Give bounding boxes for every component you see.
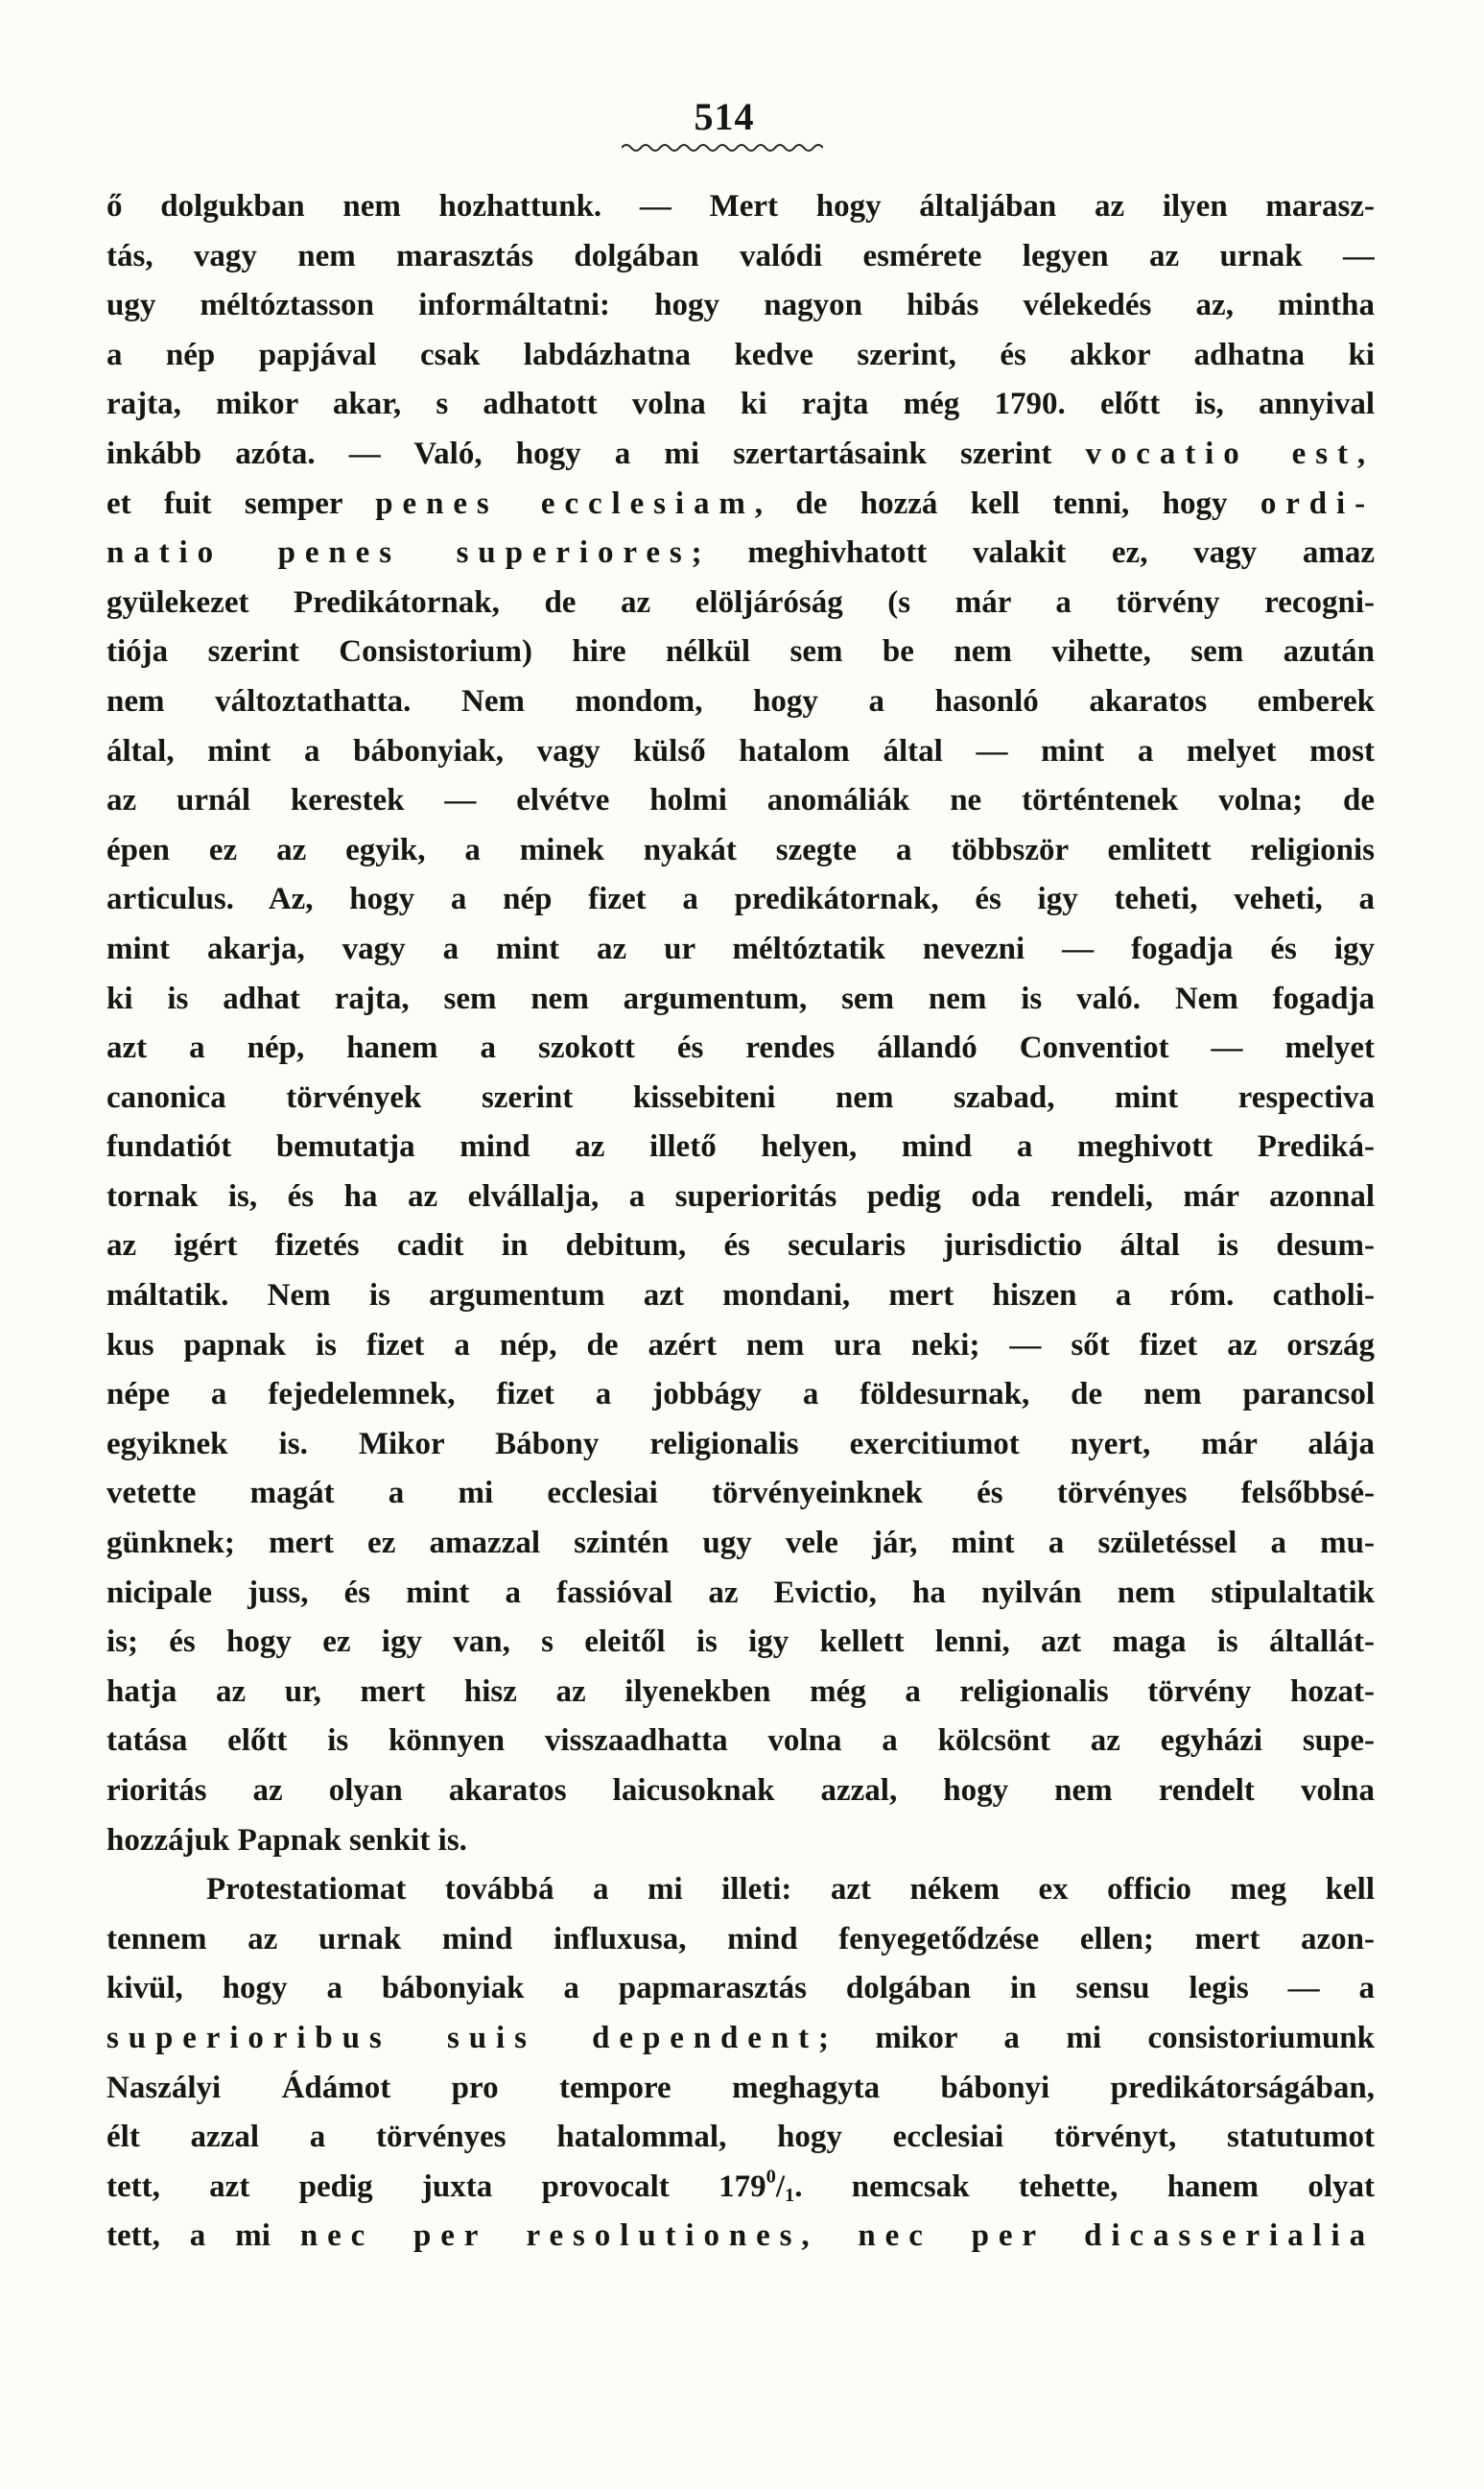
text-segment: kus papnak is fizet a nép, de azért nem ura neki; — sőt fizet az ország: [106, 1327, 1375, 1363]
text-segment: épen ez az egyik, a minek nyakát szegte a többször emlitett religionis: [106, 832, 1375, 867]
text-line: [106, 480, 1375, 530]
text-segment: is; és hogy ez igy van, s eleitől is igy kellett lenni, azt maga is általlát-: [106, 1624, 1375, 1660]
text-segment: tornak is, és ha az elvállalja, a superioritás pedig oda rendeli, már azonnal: [106, 1178, 1375, 1214]
spaced-text: nec per resolutiones, nec per dicasserialia: [299, 2218, 1375, 2254]
text-line: [106, 1271, 1375, 1321]
text-segment: ugy méltóztasson informáltatni: hogy nagyon hibás vélekedés az, mintha: [106, 288, 1375, 323]
text-segment: ; mikor a mi consistoriumunk: [817, 2020, 1375, 2055]
text-line: [106, 1569, 1375, 1619]
text-line: [106, 628, 1375, 677]
text-segment: ; meghivhatott valakit ez, vagy amaz: [691, 535, 1375, 571]
text-segment: tennem az urnak mind influxusa, mind fenyegetődzése ellen; mert azon-: [106, 1921, 1375, 1956]
text-segment: Protestatiomat továbbá a mi illeti: azt nékem ex officio meg kell: [206, 1872, 1375, 1908]
text-line: [106, 1469, 1375, 1519]
text-line: [106, 1915, 1375, 1965]
text-line: [106, 1123, 1375, 1173]
text-line: [106, 2064, 1375, 2114]
text-line: [106, 1420, 1375, 1470]
text-line: [106, 2113, 1375, 2163]
text-line: [106, 281, 1375, 331]
text-segment: mint akarja, vagy a mint az ur méltóztatik nevezni — fogadja és igy: [106, 931, 1375, 966]
text-segment: fundatiót bemutatja mind az illető helyen, mind a meghivott Prediká-: [106, 1129, 1375, 1165]
text-line: [106, 1717, 1375, 1766]
text-line: [106, 975, 1375, 1025]
text-line: [106, 875, 1375, 925]
spaced-text: natio penes superiores: [106, 535, 692, 571]
page-number: 514: [694, 95, 755, 138]
text-segment: az igért fizetés cadit in debitum, és secularis jurisdictio által is desum-: [106, 1228, 1375, 1264]
text-segment: élt azzal a törvényes hatalommal, hogy ecclesiai törvényt, statutumot: [106, 2120, 1375, 2155]
text-line: [106, 1321, 1375, 1371]
text-line: [106, 925, 1375, 975]
text-line: [106, 1668, 1375, 1718]
text-segment: , de hozzá kell tenni, hogy: [754, 486, 1260, 521]
text-line: [106, 380, 1375, 430]
body-text: [106, 182, 1375, 2262]
text-segment: et fuit semper: [106, 486, 376, 521]
text-line: [106, 529, 1375, 579]
text-segment: népe a fejedelemnek, fizet a jobbágy a földesurnak, de nem parancsol: [106, 1377, 1375, 1412]
text-segment: rioritás az olyan akaratos laicusoknak azzal, hogy nem rendelt volna: [106, 1773, 1375, 1808]
text-segment: tett, azt pedig juxta provocalt 179: [106, 2169, 766, 2204]
text-segment: kivül, hogy a bábonyiak a papmarasztás dolgában in sensu legis — a: [106, 1971, 1375, 2006]
text-segment: tiója szerint Consistorium) hire nélkül sem be nem vihette, sem azután: [106, 634, 1375, 670]
text-segment: azt a nép, hanem a szokott és rendes állandó Conventiot — melyet: [106, 1031, 1375, 1066]
text-line: [106, 1618, 1375, 1668]
text-line: [106, 1024, 1375, 1074]
text-line: [106, 182, 1375, 232]
text-line: [106, 579, 1375, 628]
text-line: [106, 430, 1375, 480]
text-line: [106, 1964, 1375, 2014]
text-segment: hozzájuk Papnak senkit is.: [106, 1822, 467, 1858]
spaced-text: ordi-: [1260, 486, 1375, 521]
spaced-text: vocatio est,: [1085, 436, 1375, 471]
text-segment: nem változtathatta. Nem mondom, hogy a hasonló akaratos emberek: [106, 683, 1375, 719]
text-line: [106, 1370, 1375, 1420]
text-line: [106, 1074, 1375, 1124]
text-line: [106, 1865, 1375, 1915]
text-segment: nicipale juss, és mint a fassióval az Evictio, ha nyilván nem stipulaltatik: [106, 1575, 1375, 1610]
text-segment: Naszályi Ádámot pro tempore meghagyta bábonyi predikátorságában,: [106, 2070, 1375, 2105]
text-line: [106, 2212, 1375, 2262]
text-segment: az urnál kerestek — elvétve holmi anomáliák ne történtenek volna; de: [106, 783, 1375, 818]
subscript: 1: [784, 2184, 795, 2206]
text-line: [106, 1766, 1375, 1816]
text-segment: hatja az ur, mert hisz az ilyenekben még a religionalis törvény hozat-: [106, 1673, 1375, 1709]
text-segment: ki is adhat rajta, sem nem argumentum, sem nem is való. Nem fogadja: [106, 981, 1375, 1016]
text-segment: günknek; mert ez amazzal szintén ugy vele jár, mint a születéssel a mu-: [106, 1526, 1375, 1561]
text-segment: tás, vagy nem marasztás dolgában valódi esmérete legyen az urnak —: [106, 238, 1375, 273]
text-line: [106, 1173, 1375, 1222]
text-segment: canonica törvények szerint kissebiteni nem szabad, mint respectiva: [106, 1079, 1375, 1115]
text-line: [106, 826, 1375, 876]
text-segment: . nemcsak tehette, hanem olyat: [794, 2169, 1375, 2204]
text-segment: által, mint a bábonyiak, vagy külső hatalom által — mint a melyet most: [106, 733, 1375, 769]
text-line: [106, 331, 1375, 381]
text-line: [106, 2014, 1375, 2064]
text-line: [106, 1519, 1375, 1569]
spaced-text: penes ecclesiam: [375, 486, 755, 521]
text-segment: máltatik. Nem is argumentum azt mondani, mert hiszen a róm. catholi-: [106, 1278, 1375, 1314]
text-line: [106, 727, 1375, 777]
text-line: [106, 2163, 1375, 2213]
text-segment: gyülekezet Predikátornak, de az elöljáróság (s már a törvény recogni-: [106, 584, 1375, 620]
spaced-text: superioribus suis dependent: [106, 2020, 818, 2055]
text-segment: inkább azóta. — Való, hogy a mi szertartásaink szerint: [106, 436, 1086, 471]
text-segment: /: [775, 2169, 785, 2204]
text-segment: vetette magát a mi ecclesiai törvényeinknek és törvényes felsőbbsé-: [106, 1476, 1375, 1511]
text-segment: a nép papjával csak labdázhatna kedve szerint, és akkor adhatna ki: [106, 337, 1375, 372]
text-segment: articulus. Az, hogy a nép fizet a predikátornak, és igy teheti, veheti, a: [106, 882, 1375, 917]
text-segment: egyiknek is. Mikor Bábony religionalis exercitiumot nyert, már alája: [106, 1426, 1375, 1461]
text-line: [106, 1816, 1375, 1866]
text-line: [106, 677, 1375, 727]
text-line: [106, 232, 1375, 282]
text-line: [106, 776, 1375, 826]
text-segment: ő dolgukban nem hozhattunk. — Mert hogy általjában az ilyen marasz-: [106, 189, 1375, 224]
text-segment: tett, a mi: [106, 2218, 300, 2254]
text-segment: tatása előtt is könnyen visszaadhatta volna a kölcsönt az egyházi supe-: [106, 1723, 1375, 1759]
text-line: [106, 1221, 1375, 1271]
superscript: 0: [766, 2166, 776, 2188]
text-segment: rajta, mikor akar, s adhatott volna ki rajta még 1790. előtt is, annyival: [106, 387, 1375, 422]
page-number-ornament: [622, 140, 823, 155]
